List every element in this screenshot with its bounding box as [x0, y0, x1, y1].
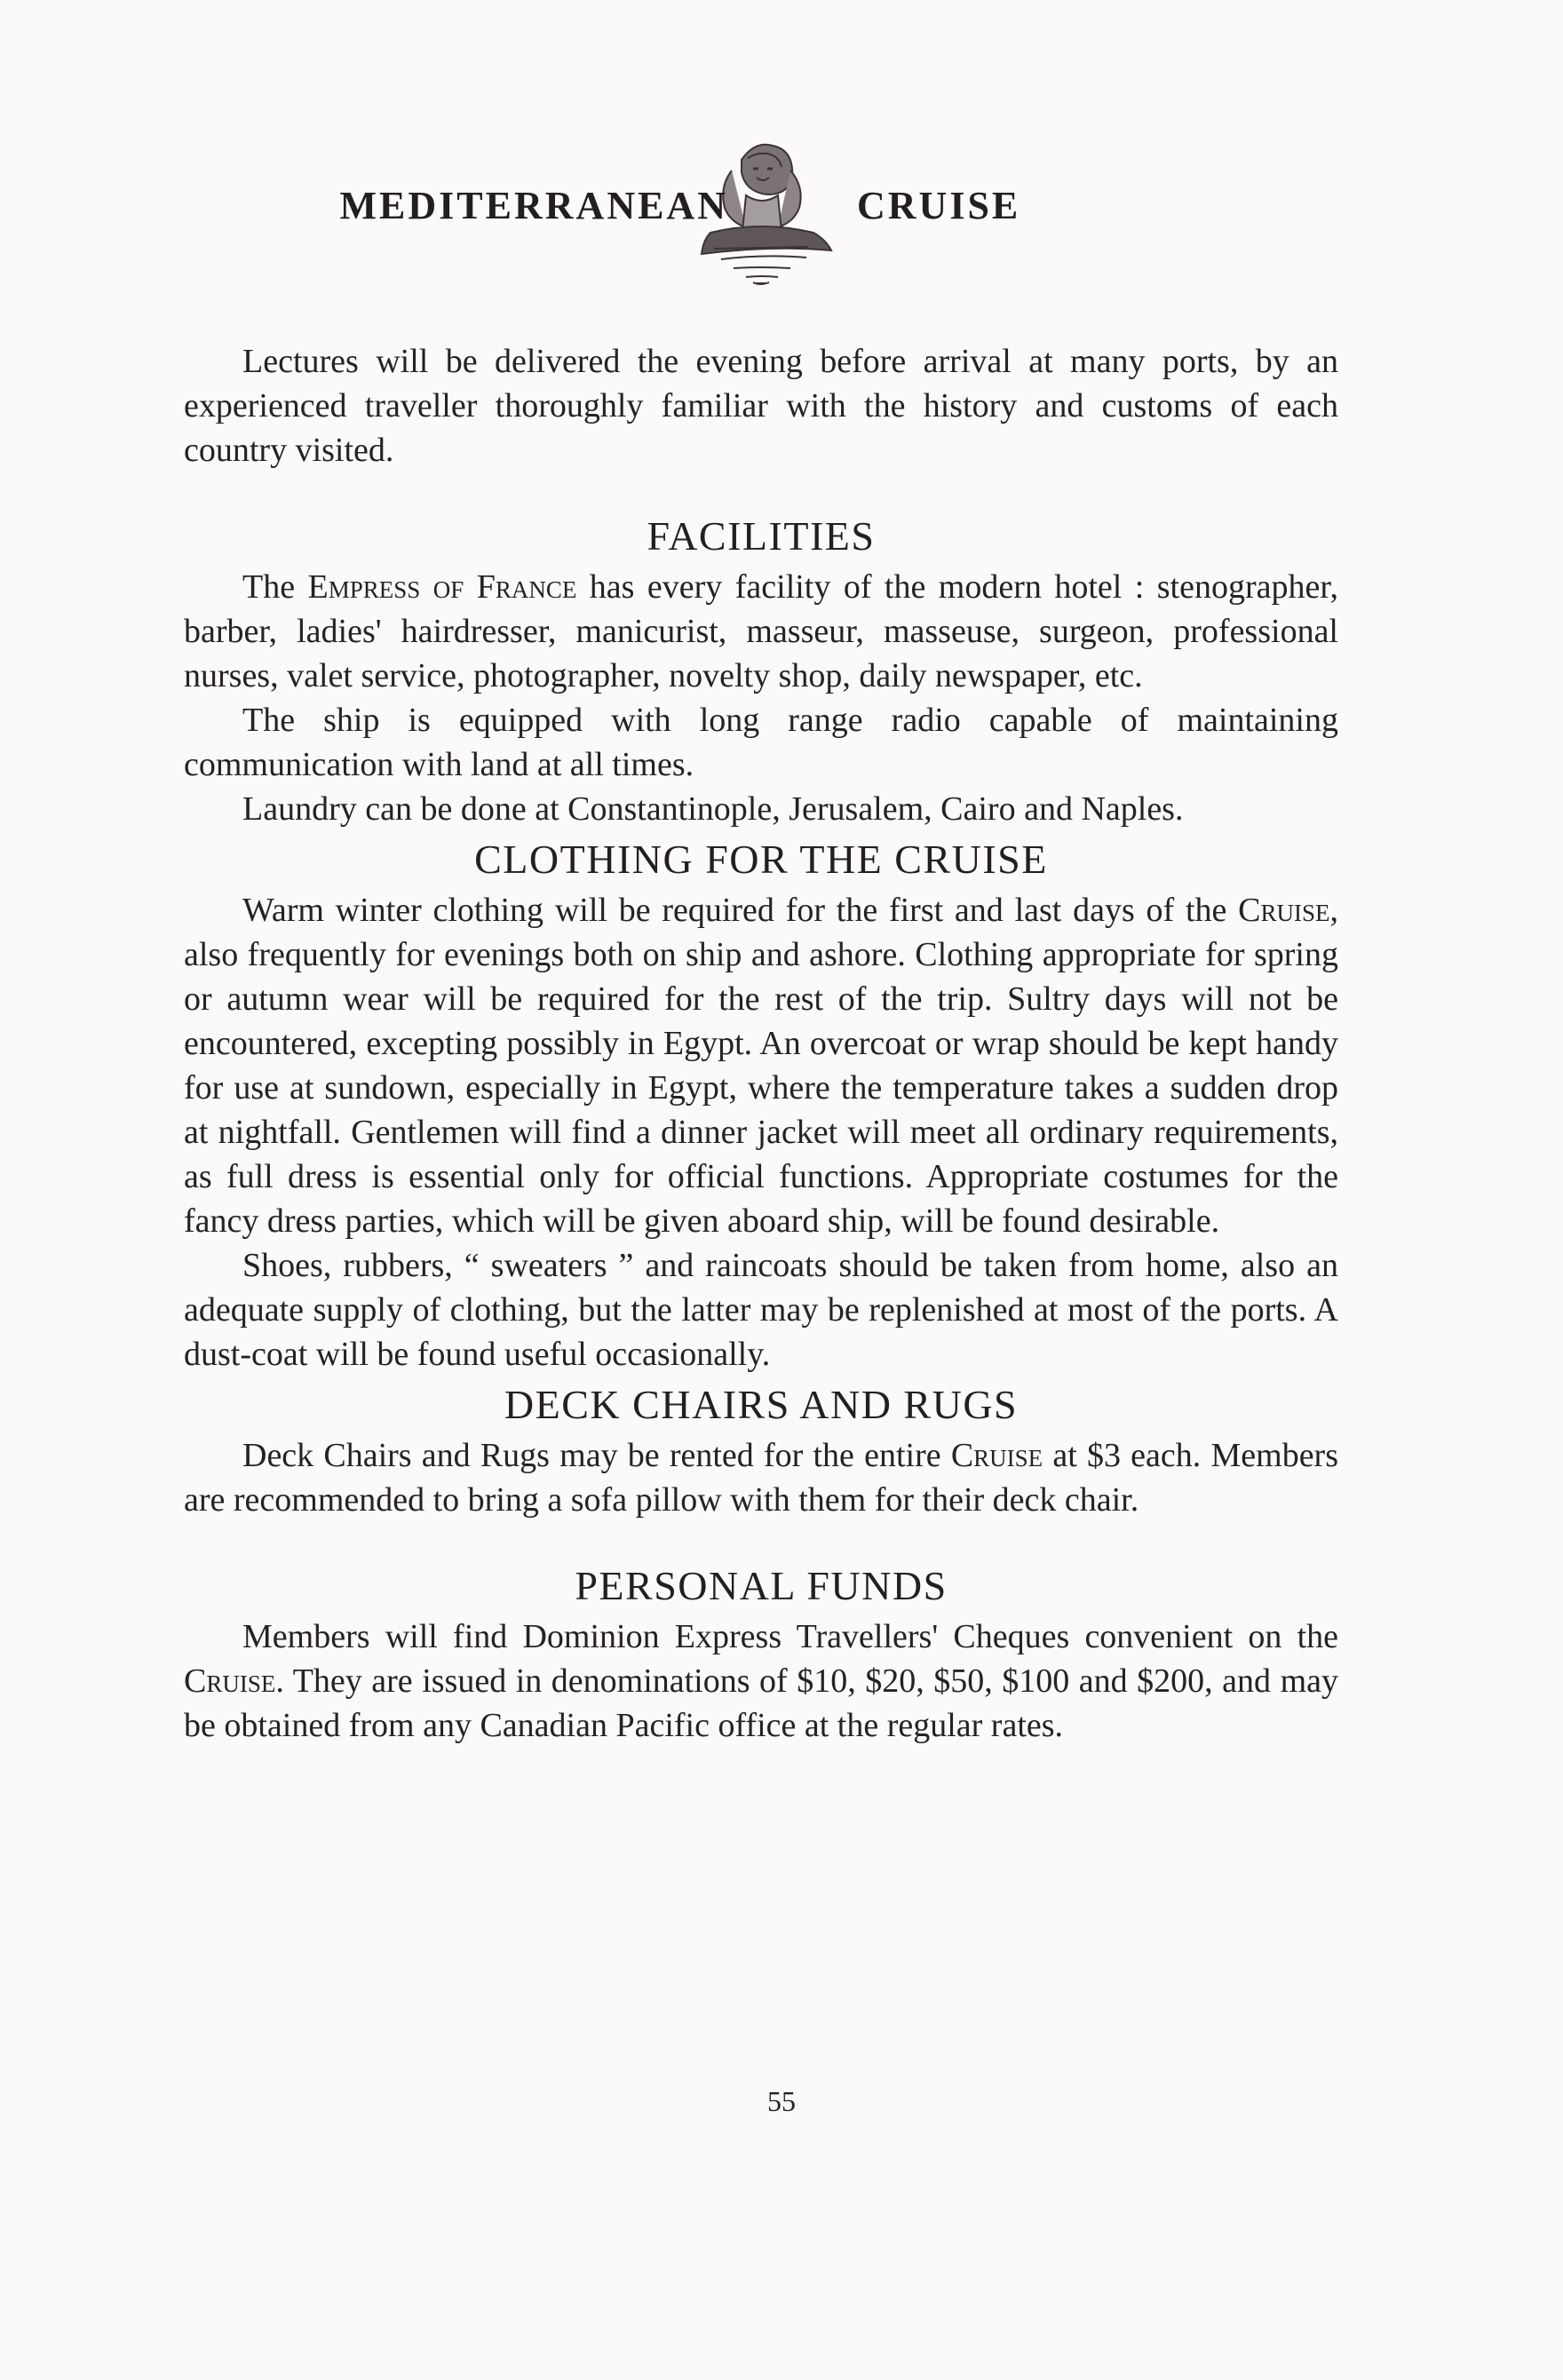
- facilities-p1-text-before: The: [242, 568, 308, 606]
- deck-p1-text-before: Deck Chairs and Rugs may be rented for the entire: [242, 1437, 951, 1474]
- running-head-left: MEDITERRANEAN: [339, 184, 728, 227]
- clothing-heading: CLOTHING FOR THE CRUISE: [474, 837, 1048, 882]
- facilities-heading: FACILITIES: [647, 513, 876, 559]
- facilities-paragraph-1: [184, 565, 1338, 698]
- facilities-paragraph-2: The ship is equipped with long range radio capable of maintaining communication with land at all times.: [184, 702, 1338, 783]
- cruise-word: Cruise: [950, 1437, 1043, 1474]
- ship-name: Empress of France: [307, 568, 577, 606]
- personal-funds-heading: PERSONAL FUNDS: [575, 1563, 948, 1608]
- page-header: [0, 133, 1563, 293]
- deck-p1-text-after: at $3 each. Members are recommended to bring a sofa pillow with them for their deck chair.: [184, 1437, 1338, 1519]
- page-number: 55: [767, 2085, 796, 2117]
- body-text: [184, 339, 1338, 1748]
- facilities-paragraph-3: Laundry can be done at Constantinople, Jerusalem, Cairo and Naples.: [242, 790, 1184, 828]
- funds-p1-text-after: . They are issued in denominations of $10, $20, $50, $100 and $200, and may be obtained from any Canadian Pacific office at the regular rates.: [184, 1662, 1338, 1744]
- deck-chairs-paragraph: [184, 1433, 1338, 1522]
- clothing-p1-text-before: Warm winter clothing will be required for the first and last days of the: [242, 892, 1239, 929]
- funds-p1-text-before: Members will find Dominion Express Travellers' Cheques convenient on the: [242, 1618, 1338, 1655]
- lectures-paragraph: Lectures will be delivered the evening before arrival at many ports, by an experienced traveller thoroughly familiar with the history and customs of each country visited.: [184, 343, 1338, 469]
- cruise-word: Cruise: [1238, 892, 1330, 929]
- cruise-word: Cruise: [184, 1662, 276, 1700]
- clothing-paragraph-2: Shoes, rubbers, “ sweaters ” and raincoats should be taken from home, also an adequate supply of clothing, but the latter may be replenished at most of the ports. A dust-coat will be found useful occasionally.: [184, 1247, 1338, 1373]
- clothing-p1-text-after: , also frequently for evenings both on ship and ashore. Clothing appropriate for spring or autumn wear will be required for the rest of the trip. Sultry days will not be encountered, excepting possibly in Egypt. An overcoat or wrap should be kept handy for use at sundown, especially in Egypt, where the temperature takes a sudden drop at nightfall. Gentlemen will find a dinner jacket will meet all ordinary requirements, as full dress is essential only for official functions. Appropriate costumes for the fancy dress parties, which will be given aboard ship, will be found desirable.: [184, 892, 1338, 1240]
- facilities-p1-text-after: has every facility of the modern hotel : stenographer, barber, ladies' hairdresser, manicurist, masseur, masseuse, surgeon, professional nurses, valet service, photographer, novelty shop, daily newspaper, etc.: [184, 568, 1338, 694]
- running-head-right: CRUISE: [857, 184, 1021, 227]
- deck-chairs-heading: DECK CHAIRS AND RUGS: [504, 1382, 1019, 1427]
- clothing-paragraph-1: [184, 888, 1338, 1243]
- personal-funds-paragraph: [184, 1614, 1338, 1748]
